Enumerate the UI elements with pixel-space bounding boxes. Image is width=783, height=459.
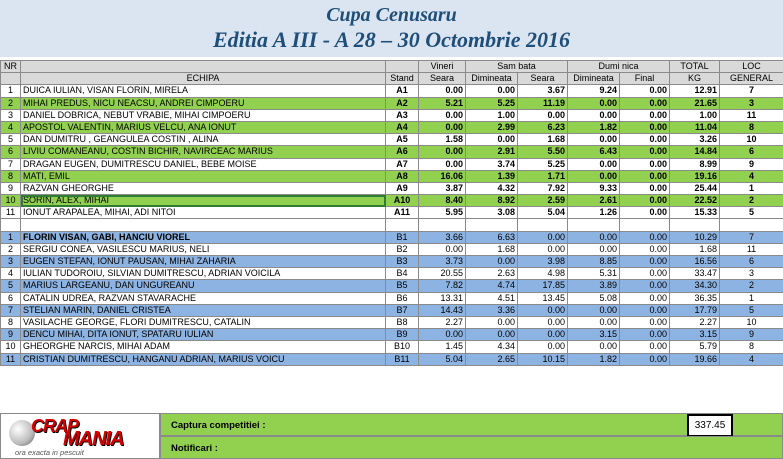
header-duminica-final: Final <box>620 73 670 85</box>
cell-nr[interactable]: 5 <box>1 134 21 146</box>
cell-total-kg[interactable]: 25.44 <box>670 182 720 194</box>
cell-stand[interactable]: A11 <box>386 207 419 219</box>
page-subtitle: Editia A III - A 28 – 30 Octombrie 2016 <box>212 27 571 52</box>
table-row <box>1 146 783 158</box>
cell-nr[interactable]: 10 <box>1 195 21 207</box>
header-general: GENERAL <box>720 73 783 85</box>
table-row <box>1 85 783 97</box>
group-separator <box>1 219 783 231</box>
separator-cell <box>1 219 21 231</box>
cell-sambata-dimineata[interactable]: 6.63 <box>466 231 518 243</box>
separator-cell <box>466 219 518 231</box>
cell-stand[interactable]: A2 <box>386 97 419 109</box>
cell-duminica-dimineata[interactable]: 9.24 <box>568 85 620 97</box>
cell-duminica-dimineata[interactable]: 0.00 <box>568 97 620 109</box>
cell-nr[interactable]: 4 <box>1 121 21 133</box>
cell-vineri-seara[interactable]: 7.82 <box>419 280 466 292</box>
notificari-row <box>160 436 783 459</box>
cell-team[interactable]: CRISTIAN DUMITRESCU, HANGANU ADRIAN, MARIUS VOICU <box>21 353 386 365</box>
cell-sambata-dimineata[interactable]: 1.39 <box>466 170 518 182</box>
cell-stand[interactable]: B3 <box>386 256 419 268</box>
cell-team[interactable]: SORIN, ALEX, MIHAI <box>21 195 386 207</box>
separator-cell <box>568 219 620 231</box>
cell-duminica-dimineata[interactable]: 9.33 <box>568 182 620 194</box>
cell-vineri-seara[interactable]: 1.45 <box>419 341 466 353</box>
cell-sambata-dimineata[interactable]: 2.99 <box>466 121 518 133</box>
cell-loc[interactable]: 3 <box>720 268 783 280</box>
notificari-label: Notificari : <box>171 443 218 454</box>
table-row <box>1 316 783 328</box>
cell-loc[interactable]: 8 <box>720 341 783 353</box>
cell-team[interactable]: STELIAN MARIN, DANIEL CRISTEA <box>21 304 386 316</box>
header-echipa-2: ECHIPA <box>21 73 386 85</box>
cell-loc[interactable]: 10 <box>720 134 783 146</box>
cell-team[interactable]: MATI, EMIL <box>21 170 386 182</box>
table-row <box>1 97 783 109</box>
table-row <box>1 134 783 146</box>
header-duminica-dimineata: Dimineata <box>568 73 620 85</box>
cell-total-kg[interactable]: 16.56 <box>670 256 720 268</box>
cell-duminica-final[interactable]: 0.00 <box>620 85 670 97</box>
header-nr-2 <box>1 73 21 85</box>
cell-sambata-seara[interactable]: 0.00 <box>518 341 568 353</box>
cell-sambata-dimineata[interactable]: 4.74 <box>466 280 518 292</box>
header-echipa <box>21 61 386 73</box>
cell-nr[interactable]: 9 <box>1 329 21 341</box>
cell-sambata-seara[interactable]: 6.23 <box>518 121 568 133</box>
cell-vineri-seara[interactable]: 2.27 <box>419 316 466 328</box>
cell-sambata-seara[interactable]: 4.98 <box>518 268 568 280</box>
table-row <box>1 341 783 353</box>
cell-nr[interactable]: 10 <box>1 341 21 353</box>
cell-sambata-dimineata[interactable]: 8.92 <box>466 195 518 207</box>
crapmania-logo <box>0 413 160 459</box>
cell-loc[interactable]: 1 <box>720 292 783 304</box>
cell-vineri-seara[interactable]: 13.31 <box>419 292 466 304</box>
cell-vineri-seara[interactable]: 3.66 <box>419 231 466 243</box>
cell-duminica-final[interactable]: 0.00 <box>620 146 670 158</box>
cell-total-kg[interactable]: 5.79 <box>670 341 720 353</box>
cell-loc[interactable]: 10 <box>720 316 783 328</box>
cell-team[interactable]: DANIEL DOBRICA, NEBUT VRABIE, MIHAI CIMPOERU <box>21 109 386 121</box>
cell-sambata-seara[interactable]: 1.71 <box>518 170 568 182</box>
cell-duminica-final[interactable]: 0.00 <box>620 292 670 304</box>
cell-duminica-dimineata[interactable]: 0.00 <box>568 231 620 243</box>
cell-nr[interactable]: 3 <box>1 256 21 268</box>
cell-loc[interactable]: 2 <box>720 195 783 207</box>
cell-sambata-dimineata[interactable]: 4.34 <box>466 341 518 353</box>
cell-nr[interactable]: 5 <box>1 280 21 292</box>
cell-nr[interactable]: 11 <box>1 353 21 365</box>
cell-team[interactable]: DENCU MIHAI, DITA IONUT, SPATARU IULIAN <box>21 329 386 341</box>
cell-duminica-final[interactable]: 0.00 <box>620 134 670 146</box>
cell-duminica-dimineata[interactable]: 0.00 <box>568 243 620 255</box>
cell-sambata-dimineata[interactable]: 2.65 <box>466 353 518 365</box>
cell-vineri-seara[interactable]: 14.43 <box>419 304 466 316</box>
cell-team[interactable]: VASILACHE GEORGE, FLORI DUMITRESCU, CATALIN <box>21 316 386 328</box>
cell-stand[interactable]: A6 <box>386 146 419 158</box>
header-row-1 <box>1 61 783 73</box>
cell-sambata-dimineata[interactable]: 0.00 <box>466 316 518 328</box>
cell-loc[interactable]: 9 <box>720 158 783 170</box>
cell-duminica-final[interactable]: 0.00 <box>620 158 670 170</box>
logo-tagline: ora exacta in pescuit <box>15 448 84 457</box>
cell-sambata-seara[interactable]: 5.04 <box>518 207 568 219</box>
cell-total-kg[interactable]: 2.27 <box>670 316 720 328</box>
cell-sambata-dimineata[interactable]: 0.00 <box>466 85 518 97</box>
cell-sambata-dimineata[interactable]: 3.08 <box>466 207 518 219</box>
cell-total-kg[interactable]: 19.16 <box>670 170 720 182</box>
cell-vineri-seara[interactable]: 5.04 <box>419 353 466 365</box>
cell-total-kg[interactable]: 14.84 <box>670 146 720 158</box>
cell-stand[interactable]: B8 <box>386 316 419 328</box>
cell-sambata-seara[interactable]: 0.00 <box>518 243 568 255</box>
cell-duminica-dimineata[interactable]: 5.08 <box>568 292 620 304</box>
cell-duminica-dimineata[interactable]: 1.82 <box>568 353 620 365</box>
cell-sambata-dimineata[interactable]: 5.25 <box>466 97 518 109</box>
cell-nr[interactable]: 11 <box>1 207 21 219</box>
cell-team[interactable]: LIVIU COMANEANU, COSTIN BICHIR, NAVIRCEAC MARIUS <box>21 146 386 158</box>
cell-team[interactable]: EUGEN STEFAN, IONUT PAUSAN, MIHAI ZAHARIA <box>21 256 386 268</box>
cell-team[interactable]: GHEORGHE NARCIS, MIHAI ADAM <box>21 341 386 353</box>
cell-team[interactable]: IONUT ARAPALEA, MIHAI, ADI NITOI <box>21 207 386 219</box>
cell-stand[interactable]: A5 <box>386 134 419 146</box>
table-row <box>1 268 783 280</box>
cell-sambata-dimineata[interactable]: 1.68 <box>466 243 518 255</box>
cell-vineri-seara[interactable]: 8.40 <box>419 195 466 207</box>
cell-sambata-seara[interactable]: 0.00 <box>518 316 568 328</box>
cell-sambata-seara[interactable]: 1.68 <box>518 134 568 146</box>
cell-sambata-dimineata[interactable]: 1.00 <box>466 109 518 121</box>
logo-word-crap: CRAP <box>31 416 79 436</box>
cell-nr[interactable]: 6 <box>1 292 21 304</box>
cell-stand[interactable]: B1 <box>386 231 419 243</box>
cell-loc[interactable]: 1 <box>720 182 783 194</box>
cell-duminica-dimineata[interactable]: 0.00 <box>568 109 620 121</box>
header-stand: Stand <box>386 73 419 85</box>
cell-team[interactable]: DUICA IULIAN, VISAN FLORIN, MIRELA <box>21 85 386 97</box>
cell-duminica-final[interactable]: 0.00 <box>620 316 670 328</box>
cell-sambata-dimineata[interactable]: 0.00 <box>466 329 518 341</box>
cell-sambata-seara[interactable]: 7.92 <box>518 182 568 194</box>
cell-stand[interactable]: A8 <box>386 170 419 182</box>
cell-stand[interactable]: B5 <box>386 280 419 292</box>
table-row <box>1 292 783 304</box>
cell-stand[interactable]: B6 <box>386 292 419 304</box>
captura-row <box>160 413 783 436</box>
cell-sambata-seara[interactable]: 0.00 <box>518 109 568 121</box>
cell-nr[interactable]: 8 <box>1 170 21 182</box>
header-stand-top <box>386 61 419 73</box>
cell-team[interactable]: CATALIN UDREA, RAZVAN STAVARACHE <box>21 292 386 304</box>
cell-sambata-dimineata[interactable]: 2.63 <box>466 268 518 280</box>
cell-sambata-dimineata[interactable]: 4.32 <box>466 182 518 194</box>
table-row <box>1 158 783 170</box>
cell-sambata-seara[interactable]: 13.45 <box>518 292 568 304</box>
cell-stand[interactable]: B4 <box>386 268 419 280</box>
cell-loc[interactable]: 11 <box>720 243 783 255</box>
table-row <box>1 280 783 292</box>
cell-loc[interactable]: 11 <box>720 109 783 121</box>
cell-loc[interactable]: 2 <box>720 280 783 292</box>
cell-duminica-dimineata[interactable]: 0.00 <box>568 316 620 328</box>
cell-team[interactable]: DAN DUMITRU , GEANGULEA COSTIN , ALINA <box>21 134 386 146</box>
header-sambata-dimineata: Dimineata <box>466 73 518 85</box>
cell-vineri-seara[interactable]: 1.58 <box>419 134 466 146</box>
cell-sambata-dimineata[interactable]: 0.00 <box>466 134 518 146</box>
cell-loc[interactable]: 7 <box>720 231 783 243</box>
table-row <box>1 170 783 182</box>
cell-duminica-final[interactable]: 0.00 <box>620 243 670 255</box>
cell-stand[interactable]: B2 <box>386 243 419 255</box>
cell-duminica-final[interactable]: 0.00 <box>620 353 670 365</box>
cell-sambata-seara[interactable]: 2.59 <box>518 195 568 207</box>
cell-team[interactable]: IULIAN TUDOROIU, SILVIAN DUMITRESCU, ADRIAN VOICILA <box>21 268 386 280</box>
cell-duminica-dimineata[interactable]: 0.00 <box>568 158 620 170</box>
cell-loc[interactable]: 7 <box>720 85 783 97</box>
cell-total-kg[interactable]: 3.15 <box>670 329 720 341</box>
header-total: TOTAL <box>670 61 720 73</box>
cell-vineri-seara[interactable]: 16.06 <box>419 170 466 182</box>
cell-nr[interactable]: 1 <box>1 85 21 97</box>
footer <box>0 413 783 459</box>
separator-cell <box>419 219 466 231</box>
table-row <box>1 304 783 316</box>
header-vineri-seara: Seara <box>419 73 466 85</box>
cell-total-kg[interactable]: 1.00 <box>670 109 720 121</box>
cell-duminica-final[interactable]: 0.00 <box>620 341 670 353</box>
cell-vineri-seara[interactable]: 5.95 <box>419 207 466 219</box>
cell-team[interactable]: DRAGAN EUGEN, DUMITRESCU DANIEL, BEBE MOISE <box>21 158 386 170</box>
cell-vineri-seara[interactable]: 0.00 <box>419 85 466 97</box>
cell-nr[interactable]: 7 <box>1 158 21 170</box>
cell-nr[interactable]: 6 <box>1 146 21 158</box>
cell-total-kg[interactable]: 11.04 <box>670 121 720 133</box>
cell-vineri-seara[interactable]: 0.00 <box>419 109 466 121</box>
cell-vineri-seara[interactable]: 5.21 <box>419 97 466 109</box>
cell-loc[interactable]: 4 <box>720 353 783 365</box>
cell-loc[interactable]: 5 <box>720 304 783 316</box>
separator-cell <box>620 219 670 231</box>
cell-duminica-dimineata[interactable]: 6.43 <box>568 146 620 158</box>
cell-duminica-final[interactable]: 0.00 <box>620 182 670 194</box>
cell-duminica-final[interactable]: 0.00 <box>620 256 670 268</box>
cell-duminica-dimineata[interactable]: 3.89 <box>568 280 620 292</box>
cell-total-kg[interactable]: 17.79 <box>670 304 720 316</box>
cell-loc[interactable]: 4 <box>720 170 783 182</box>
cell-loc[interactable]: 8 <box>720 121 783 133</box>
cell-duminica-final[interactable]: 0.00 <box>620 109 670 121</box>
cell-nr[interactable]: 2 <box>1 97 21 109</box>
cell-team[interactable]: RAZVAN GHEORGHE <box>21 182 386 194</box>
table-row <box>1 182 783 194</box>
header-duminica: Dumi nica <box>568 61 670 73</box>
header-nr: NR <box>1 61 21 73</box>
cell-nr[interactable]: 1 <box>1 231 21 243</box>
cell-nr[interactable]: 7 <box>1 304 21 316</box>
cell-sambata-seara[interactable]: 17.85 <box>518 280 568 292</box>
cell-nr[interactable]: 2 <box>1 243 21 255</box>
cell-stand[interactable]: B9 <box>386 329 419 341</box>
cell-loc[interactable]: 6 <box>720 146 783 158</box>
cell-loc[interactable]: 6 <box>720 256 783 268</box>
cell-stand[interactable]: A4 <box>386 121 419 133</box>
cell-stand[interactable]: A1 <box>386 85 419 97</box>
cell-duminica-final[interactable]: 0.00 <box>620 329 670 341</box>
cell-nr[interactable]: 3 <box>1 109 21 121</box>
separator-cell <box>720 219 783 231</box>
cell-stand[interactable]: B10 <box>386 341 419 353</box>
cell-sambata-dimineata[interactable]: 0.00 <box>466 256 518 268</box>
cell-sambata-seara[interactable]: 5.25 <box>518 158 568 170</box>
cell-total-kg[interactable]: 1.68 <box>670 243 720 255</box>
cell-duminica-dimineata[interactable]: 5.31 <box>568 268 620 280</box>
cell-sambata-dimineata[interactable]: 2.91 <box>466 146 518 158</box>
table-row <box>1 256 783 268</box>
cell-vineri-seara[interactable]: 0.00 <box>419 158 466 170</box>
cell-team[interactable]: FLORIN VISAN, GABI, HANCIU VIOREL <box>21 231 386 243</box>
cell-duminica-dimineata[interactable]: 0.00 <box>568 134 620 146</box>
header-kg: KG <box>670 73 720 85</box>
cell-sambata-seara[interactable]: 0.00 <box>518 329 568 341</box>
cell-total-kg[interactable]: 22.52 <box>670 195 720 207</box>
cell-total-kg[interactable]: 19.66 <box>670 353 720 365</box>
cell-sambata-dimineata[interactable]: 3.36 <box>466 304 518 316</box>
cell-duminica-dimineata[interactable]: 2.61 <box>568 195 620 207</box>
table-row <box>1 109 783 121</box>
captura-label: Captura competitiei : <box>171 420 266 431</box>
table-row <box>1 243 783 255</box>
cell-nr[interactable]: 4 <box>1 268 21 280</box>
cell-duminica-dimineata[interactable]: 0.00 <box>568 170 620 182</box>
cell-duminica-final[interactable]: 0.00 <box>620 195 670 207</box>
cell-duminica-dimineata[interactable]: 0.00 <box>568 341 620 353</box>
cell-duminica-final[interactable]: 0.00 <box>620 170 670 182</box>
cell-sambata-seara[interactable]: 11.19 <box>518 97 568 109</box>
table-row <box>1 329 783 341</box>
cell-sambata-seara[interactable]: 5.50 <box>518 146 568 158</box>
cell-total-kg[interactable]: 34.30 <box>670 280 720 292</box>
header-loc: LOC <box>720 61 783 73</box>
cell-stand[interactable]: A9 <box>386 182 419 194</box>
cell-total-kg[interactable]: 15.33 <box>670 207 720 219</box>
cell-vineri-seara[interactable]: 20.55 <box>419 268 466 280</box>
cell-vineri-seara[interactable]: 3.87 <box>419 182 466 194</box>
cell-total-kg[interactable]: 10.29 <box>670 231 720 243</box>
header-vineri: Vineri <box>419 61 466 73</box>
cell-duminica-final[interactable]: 0.00 <box>620 268 670 280</box>
cell-sambata-seara[interactable]: 3.67 <box>518 85 568 97</box>
cell-sambata-seara[interactable]: 0.00 <box>518 304 568 316</box>
header-sambata: Sam bata <box>466 61 568 73</box>
table-row <box>1 207 783 219</box>
cell-team[interactable]: MARIUS LARGEANU, DAN UNGUREANU <box>21 280 386 292</box>
separator-cell <box>386 219 419 231</box>
cell-loc[interactable]: 9 <box>720 329 783 341</box>
cell-duminica-final[interactable]: 0.00 <box>620 280 670 292</box>
cell-stand[interactable]: B7 <box>386 304 419 316</box>
cell-duminica-dimineata[interactable]: 1.26 <box>568 207 620 219</box>
cell-nr[interactable]: 9 <box>1 182 21 194</box>
table-row <box>1 195 783 207</box>
cell-duminica-dimineata[interactable]: 8.85 <box>568 256 620 268</box>
cell-vineri-seara[interactable]: 3.73 <box>419 256 466 268</box>
cell-sambata-dimineata[interactable]: 3.74 <box>466 158 518 170</box>
cell-duminica-dimineata[interactable]: 3.15 <box>568 329 620 341</box>
page-title: Cupa Cenusaru <box>326 4 457 26</box>
header-sambata-seara: Seara <box>518 73 568 85</box>
cell-loc[interactable]: 5 <box>720 207 783 219</box>
separator-cell <box>670 219 720 231</box>
cell-stand[interactable]: A3 <box>386 109 419 121</box>
cell-loc[interactable]: 3 <box>720 97 783 109</box>
cell-vineri-seara[interactable]: 0.00 <box>419 329 466 341</box>
table-row <box>1 353 783 365</box>
cell-duminica-dimineata[interactable]: 1.82 <box>568 121 620 133</box>
cell-stand[interactable]: A10 <box>386 195 419 207</box>
cell-duminica-final[interactable]: 0.00 <box>620 97 670 109</box>
cell-duminica-dimineata[interactable]: 0.00 <box>568 304 620 316</box>
cell-sambata-dimineata[interactable]: 4.51 <box>466 292 518 304</box>
cell-sambata-seara[interactable]: 10.15 <box>518 353 568 365</box>
table-row <box>1 231 783 243</box>
cell-vineri-seara[interactable]: 0.00 <box>419 146 466 158</box>
separator-cell <box>518 219 568 231</box>
cell-nr[interactable]: 8 <box>1 316 21 328</box>
cell-sambata-seara[interactable]: 0.00 <box>518 231 568 243</box>
cell-sambata-seara[interactable]: 3.98 <box>518 256 568 268</box>
cell-total-kg[interactable]: 33.47 <box>670 268 720 280</box>
cell-team[interactable]: APOSTOL VALENTIN, MARIUS VELCU, ANA IONUT <box>21 121 386 133</box>
cell-team[interactable]: SERGIU CONEA, VASILESCU MARIUS, NELI <box>21 243 386 255</box>
cell-total-kg[interactable]: 36.35 <box>670 292 720 304</box>
cell-total-kg[interactable]: 12.91 <box>670 85 720 97</box>
separator-cell <box>21 219 386 231</box>
table-row <box>1 121 783 133</box>
cell-duminica-final[interactable]: 0.00 <box>620 121 670 133</box>
results-table <box>0 60 783 366</box>
cell-duminica-final[interactable]: 0.00 <box>620 304 670 316</box>
cell-duminica-final[interactable]: 0.00 <box>620 231 670 243</box>
cell-total-kg[interactable]: 8.99 <box>670 158 720 170</box>
cell-total-kg[interactable]: 21.65 <box>670 97 720 109</box>
cell-total-kg[interactable]: 3.26 <box>670 134 720 146</box>
header-row-2 <box>1 73 783 85</box>
cell-vineri-seara[interactable]: 0.00 <box>419 243 466 255</box>
cell-stand[interactable]: B11 <box>386 353 419 365</box>
logo-word-mania: MANIA <box>63 428 124 450</box>
cell-duminica-final[interactable]: 0.00 <box>620 207 670 219</box>
captura-total[interactable]: 337.45 <box>687 414 733 437</box>
cell-stand[interactable]: A7 <box>386 158 419 170</box>
cell-team[interactable]: MIHAI PREDUS, NICU NEACSU, ANDREI CIMPOERU <box>21 97 386 109</box>
cell-vineri-seara[interactable]: 0.00 <box>419 121 466 133</box>
